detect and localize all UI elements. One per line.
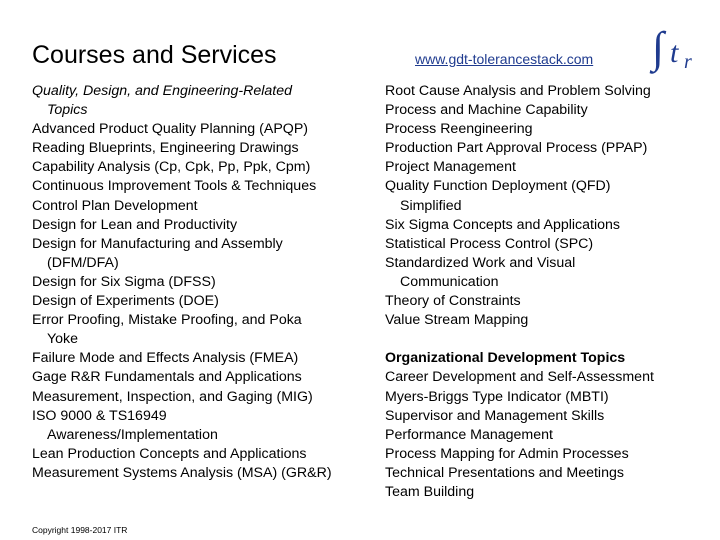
- list-item-text: Technical Presentations and Meetings: [385, 464, 624, 481]
- list-item-text: Lean Production Concepts and Applications: [32, 445, 307, 462]
- list-item: [32, 216, 377, 235]
- list-item-text: ISO 9000 & TS16949: [32, 407, 167, 424]
- list-item: [385, 445, 710, 464]
- logo-r-glyph: r: [684, 51, 692, 73]
- list-item: [385, 101, 710, 120]
- list-item-text: Project Management: [385, 159, 516, 176]
- list-item: [385, 311, 710, 330]
- list-item-text: Design for Manufacturing and Assembly: [32, 235, 283, 252]
- list-item-continuation: Awareness/Implementation: [47, 426, 218, 443]
- section-heading-quality-continued: Topics: [47, 102, 88, 119]
- more-topics-column: [385, 82, 710, 502]
- list-item-text: Career Development and Self-Assessment: [385, 369, 654, 386]
- list-item: [32, 197, 377, 216]
- list-item: [32, 464, 377, 483]
- page-title: Courses and Services: [32, 41, 277, 69]
- list-item-text: Capability Analysis (Cp, Cpk, Pp, Ppk, Cpm): [32, 159, 311, 176]
- company-logo: [652, 24, 712, 76]
- list-item-continuation: Yoke: [47, 331, 79, 348]
- list-item-text: Measurement Systems Analysis (MSA) (GR&R): [32, 464, 332, 481]
- quality-topic-list-continued: [385, 82, 710, 330]
- list-item-text: Process Mapping for Admin Processes: [385, 445, 629, 462]
- list-item-text: Root Cause Analysis and Problem Solving: [385, 83, 651, 99]
- list-item-text: Process and Machine Capability: [385, 102, 588, 119]
- list-item: [385, 407, 710, 426]
- list-item: [32, 368, 377, 387]
- list-item: [32, 158, 377, 177]
- list-item: [385, 464, 710, 483]
- list-item-text: Team Building: [385, 483, 475, 500]
- quality-topic-list: [32, 120, 377, 483]
- list-item-text: Quality Function Deployment (QFD): [385, 178, 611, 195]
- list-item: [32, 388, 377, 407]
- list-item: [32, 349, 377, 368]
- list-item-text: Design of Experiments (DOE): [32, 293, 219, 310]
- list-item-continuation: Simplified: [400, 197, 462, 214]
- list-item-text: Reading Blueprints, Engineering Drawings: [32, 140, 299, 157]
- list-item: [32, 177, 377, 196]
- list-item: [385, 235, 710, 254]
- list-item-text: Advanced Product Quality Planning (APQP): [32, 121, 309, 138]
- list-item-text: Theory of Constraints: [385, 293, 521, 310]
- copyright-notice: Copyright 1998-2017 ITR: [32, 525, 128, 535]
- list-item: [385, 483, 710, 502]
- list-item-continuation: Communication: [400, 273, 499, 290]
- list-item: [385, 216, 710, 235]
- list-item: [385, 388, 710, 407]
- list-item: [385, 177, 710, 215]
- list-item: [385, 292, 710, 311]
- list-item-text: Myers-Briggs Type Indicator (MBTI): [385, 388, 609, 405]
- list-item: [32, 292, 377, 311]
- list-item-text: Control Plan Development: [32, 197, 198, 214]
- list-item: [385, 120, 710, 139]
- list-item-text: Standardized Work and Visual: [385, 254, 576, 271]
- list-item-text: Supervisor and Management Skills: [385, 407, 605, 424]
- list-item: [32, 445, 377, 464]
- list-item: [385, 426, 710, 445]
- section-heading-organizational: Organizational Development Topics: [385, 350, 626, 367]
- list-item: [32, 139, 377, 158]
- list-item-text: Six Sigma Concepts and Applications: [385, 216, 621, 233]
- list-item: [32, 311, 377, 349]
- list-item-text: Performance Management: [385, 426, 553, 443]
- logo-t-glyph: t: [670, 36, 679, 69]
- list-item-text: Production Part Approval Process (PPAP): [385, 140, 648, 157]
- list-item-text: Measurement, Inspection, and Gaging (MIG): [32, 388, 313, 405]
- list-item: [32, 120, 377, 139]
- list-item-text: Value Stream Mapping: [385, 312, 529, 329]
- list-item: [385, 82, 710, 101]
- organizational-topic-list: [385, 368, 710, 502]
- section-heading-quality: Quality, Design, and Engineering-Related: [32, 83, 292, 99]
- list-item-text: Continuous Improvement Tools & Techniques: [32, 178, 317, 195]
- list-item: [385, 254, 710, 292]
- list-item-text: Statistical Process Control (SPC): [385, 235, 594, 252]
- list-item-text: Design for Lean and Productivity: [32, 216, 238, 233]
- list-item-text: Error Proofing, Mistake Proofing, and Poka: [32, 312, 302, 329]
- logo-integral-glyph: ∫: [652, 23, 665, 72]
- list-item-text: Process Reengineering: [385, 121, 533, 138]
- list-item: [385, 158, 710, 177]
- website-link[interactable]: www.gdt-tolerancestack.com: [415, 51, 594, 67]
- section-spacer: [385, 330, 710, 349]
- list-item: [32, 273, 377, 292]
- quality-topics-column: [32, 82, 377, 483]
- list-item: [385, 139, 710, 158]
- list-item-text: Design for Six Sigma (DFSS): [32, 273, 216, 290]
- list-item-continuation: (DFM/DFA): [47, 254, 119, 271]
- list-item: [385, 368, 710, 387]
- list-item-text: Gage R&R Fundamentals and Applications: [32, 369, 302, 386]
- list-item: [32, 407, 377, 445]
- list-item: [32, 235, 377, 273]
- list-item-text: Failure Mode and Effects Analysis (FMEA): [32, 350, 299, 367]
